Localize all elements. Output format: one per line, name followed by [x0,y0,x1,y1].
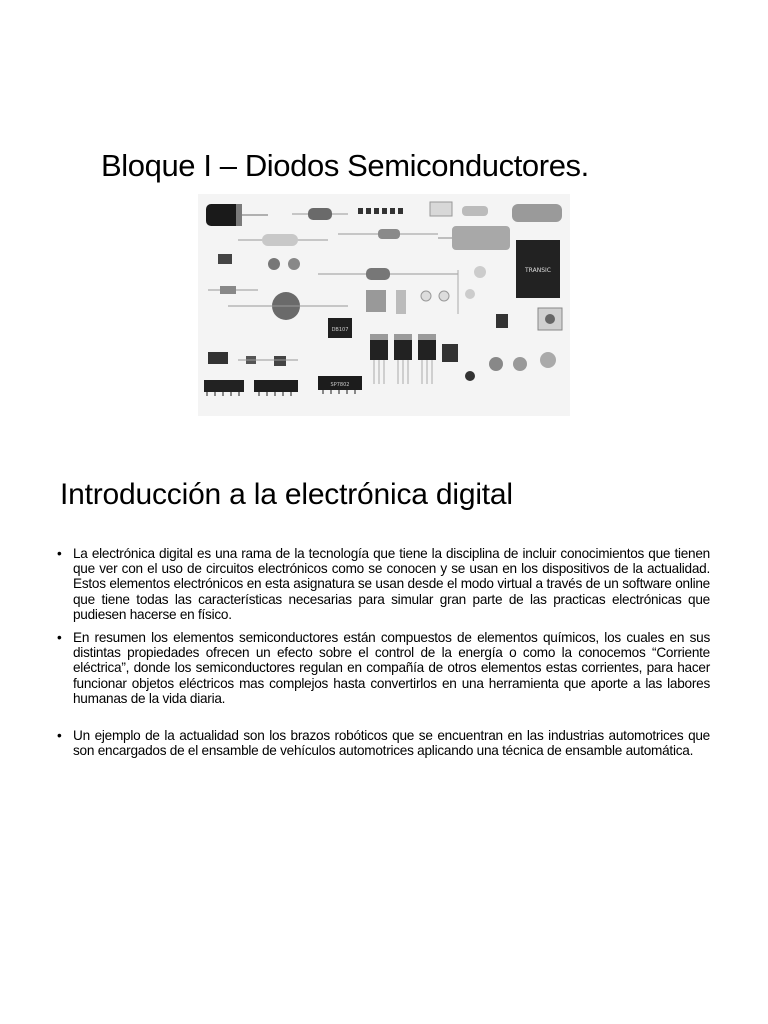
relay-marking: TRANSIC [525,267,551,274]
bullet-item: • En resumen los elementos semiconductores están compuestos de elementos químicos, los cuales en sus distintas propiedades ofrecen un efecto sobre el control de la energía o como la conocemos “Corriente eléctrica”, donde los semiconductores regulan en compañía de otros elementos estas corrientes, para hacer funcionar objetos eléctricos mas complejos hasta convertirlos en una herramienta que aporte a las labores humanas de la vida diaria. [56,630,710,706]
bullet-list [56,546,710,758]
electronic-components-photo [198,194,570,416]
bullet-item: • La electrónica digital es una rama de la tecnología que tiene la disciplina de incluir conocimientos que tienen que ver con el uso de circuitos electrónicos como se conocen y se usan en los dispositivos de la actualidad. Estos elementos electrónicos en esta asignatura se usan desde el modo virtual a través de un software online que tiene todas las características necesarias para simular gran parte de las practicas electrónicas que pudiesen hacerse en físico. [56,546,710,622]
section-heading: Introducción a la electrónica digital [60,478,513,511]
page-title: Bloque I – Diodos Semiconductores. [101,148,589,183]
chip-marking: SP7802 [330,382,350,388]
bridge-marking: DB107 [331,327,349,333]
bullet-item: • Un ejemplo de la actualidad son los brazos robóticos que se encuentran en las industrias automotrices que son encargados de el ensamble de vehículos automotrices aplicando una técnica de ensamble automática. [56,728,710,758]
